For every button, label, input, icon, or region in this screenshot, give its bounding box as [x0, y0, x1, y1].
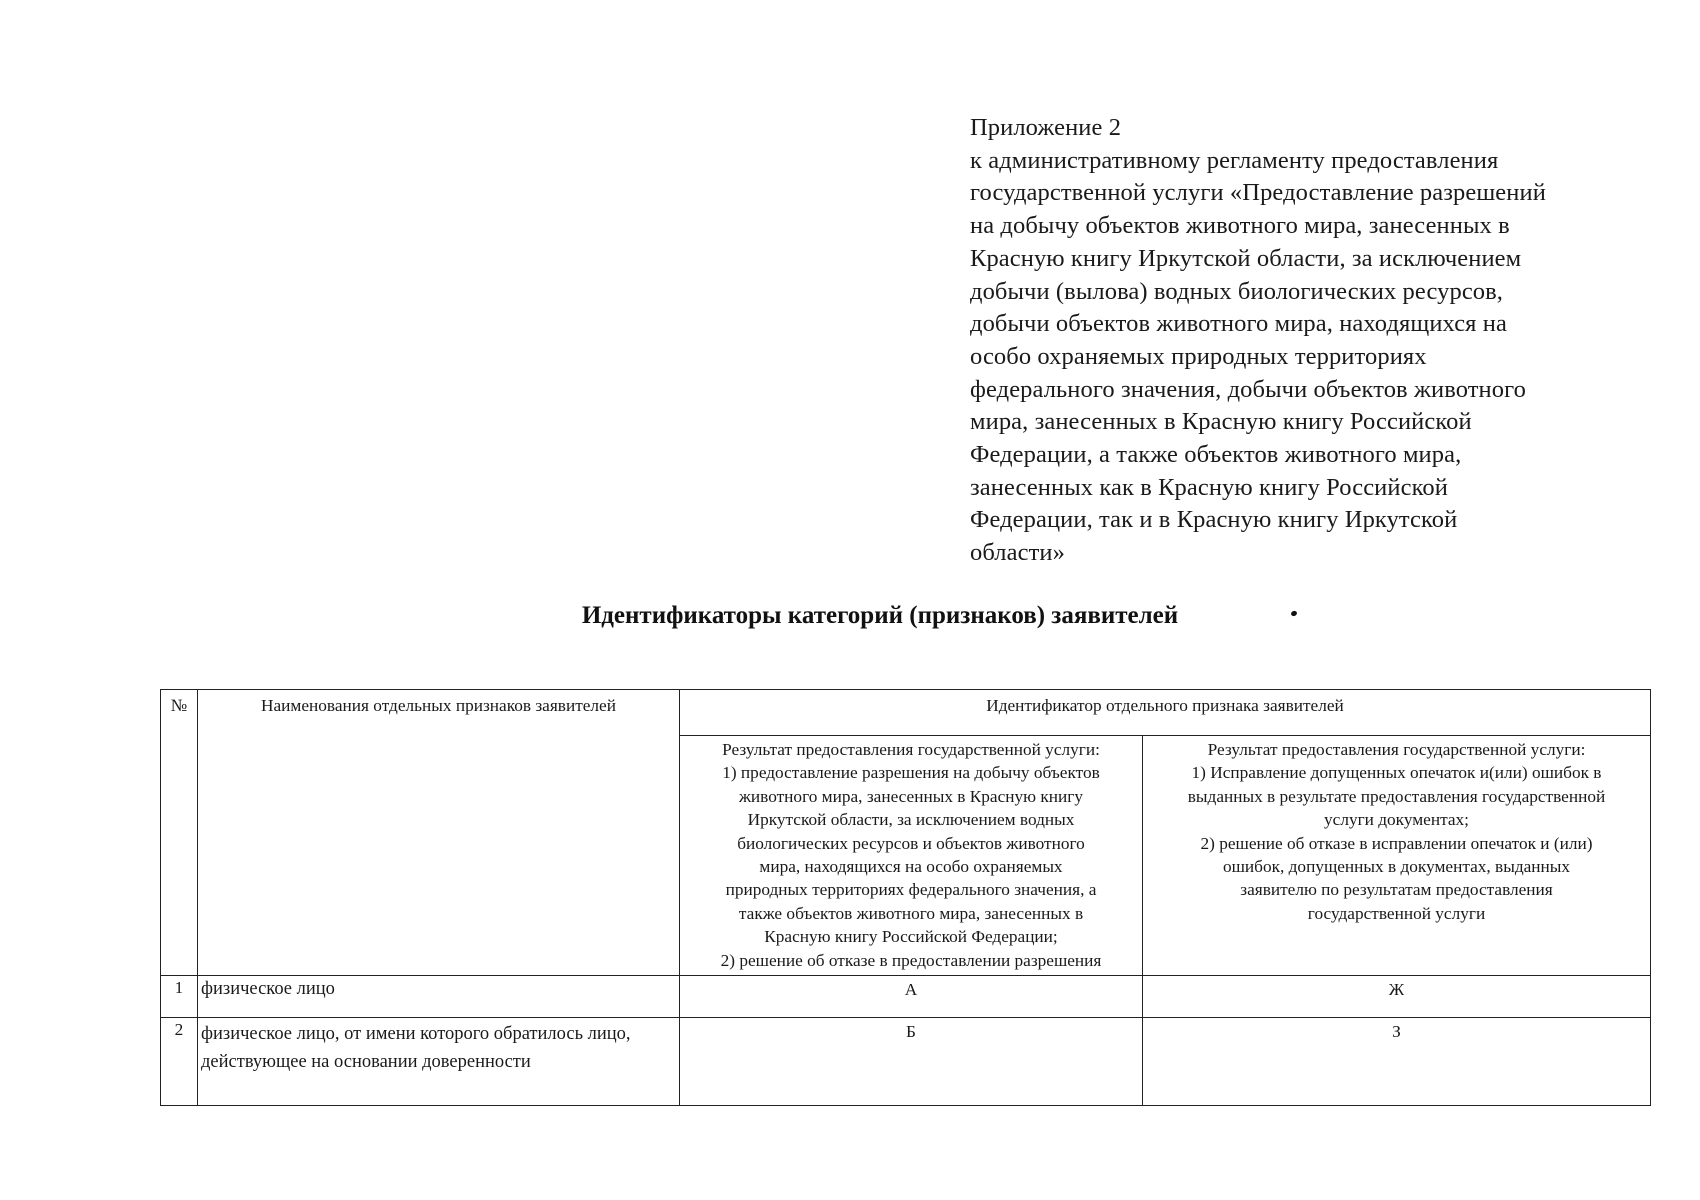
annex-line: Красную книгу Иркутской области, за исключением [970, 244, 1522, 272]
annex-line: добычи объектов животного мира, находящихся на [970, 310, 1507, 338]
annex-line: добычи (вылова) водных биологических ресурсов, [970, 277, 1504, 305]
table-header-row [161, 690, 1651, 736]
annex-line: на добычу объектов животного мира, занесенных в [970, 212, 1510, 240]
row-identifier-2: З [1143, 1018, 1651, 1106]
row-identifier-2: Ж [1143, 976, 1651, 1018]
result-2-description: Результат предоставления государственной услуги: 1) Исправление допущенных опечаток и(или) ошибок в выданных в результате предоставления государственной услуги документах; 2) решение об отказе в исправлении опечаток и (или) ошибок, допущенных в документах, выданных заявителю по результатам предоставления государственной услуги [1143, 736, 1651, 976]
annex-line: Федерации, так и в Красную книгу Иркутской [970, 506, 1458, 534]
applicant-categories-table [160, 689, 1651, 1106]
annex-header [970, 112, 1670, 570]
annex-line: Федерации, а также объектов животного мира, [970, 441, 1462, 469]
header-identifier: Идентификатор отдельного признака заявителей [680, 690, 1651, 736]
annex-line: федерального значения, добычи объектов животного [970, 375, 1526, 403]
row-name: физическое лицо, от имени которого обратилось лицо, действующее на основании доверенности [198, 1018, 680, 1106]
row-name: физическое лицо [198, 976, 680, 1018]
annex-line: к административному регламенту предоставления [970, 146, 1499, 174]
annex-line: особо охраняемых природных территориях [970, 342, 1427, 370]
row-identifier-1: А [680, 976, 1143, 1018]
header-name: Наименования отдельных признаков заявителей [198, 690, 680, 976]
table-row [161, 1018, 1651, 1106]
annex-line: государственной услуги «Предоставление разрешений [970, 179, 1546, 207]
result-1-description: Результат предоставления государственной услуги: 1) предоставление разрешения на добычу объектов животного мира, занесенных в Красную книгу Иркутской области, за исключением водных биологических ресурсов и объектов животного мира, находящихся на особо охраняемых природных территориях федерального значения, а также объектов животного мира, занесенных в Красную книгу Российской Федерации; 2) решение об отказе в предоставлении разрешения [680, 736, 1143, 976]
document-title: Идентификаторы категорий (признаков) заявителей [581, 602, 1179, 629]
annex-line: Приложение 2 [970, 114, 1122, 141]
header-num: № [161, 690, 198, 976]
row-num: 1 [161, 976, 198, 1018]
annex-line: занесенных как в Красную книгу Российской [970, 473, 1448, 501]
annex-line: области» [970, 539, 1065, 567]
row-identifier-1: Б [680, 1018, 1143, 1106]
table-row [161, 976, 1651, 1018]
row-num: 2 [161, 1018, 198, 1106]
annex-line: мира, занесенных в Красную книгу Российской [970, 408, 1472, 436]
